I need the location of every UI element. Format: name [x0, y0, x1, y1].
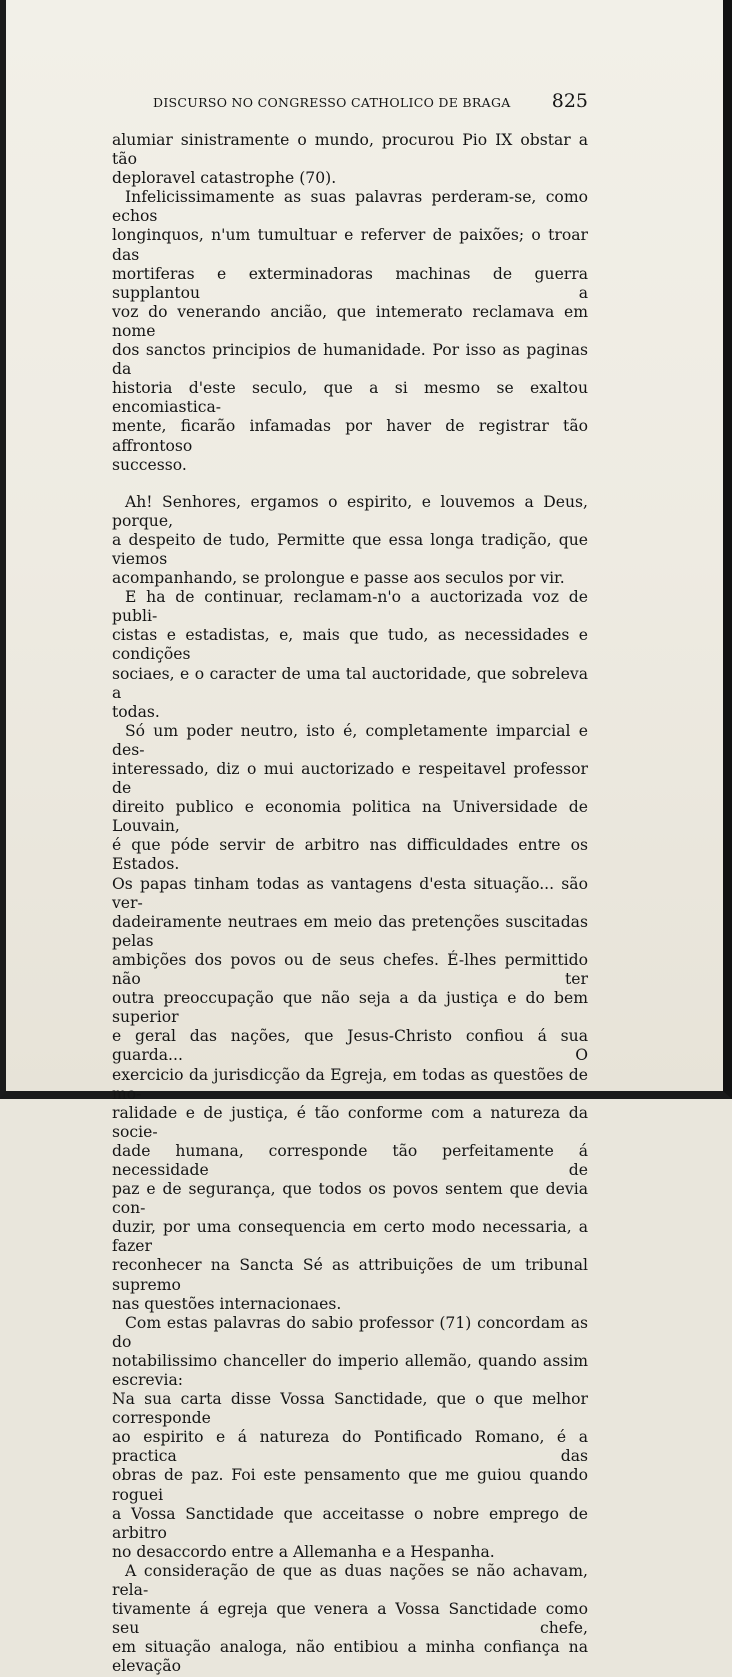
section-gap — [112, 475, 588, 493]
text-line: Com estas palavras do sabio professor (71) concordam as do — [112, 1313, 588, 1351]
text-line: nas questões internacionaes. — [112, 1294, 342, 1313]
text-line: ralidade e de justiça, é tão conforme com a natureza da socie- — [112, 1103, 588, 1141]
text-line: alumiar sinistramente o mundo, procurou Pio IX obstar a tão — [112, 131, 588, 169]
text-line: successo. — [112, 455, 187, 474]
text-line: mortiferas e exterminadoras machinas de guerra supplantou a — [112, 264, 588, 302]
text-line: direito publico e economia politica na Universidade de Louvain, — [112, 798, 588, 836]
text-line: ao espirito e á natureza do Pontificado Romano, é a practica das — [112, 1428, 588, 1466]
text-line: e geral das nações, que Jesus-Christo confiou á sua guarda... O — [112, 1027, 588, 1065]
text-line: acompanhando, se prolongue e passe aos seculos por vir. — [112, 569, 565, 588]
text-line: em situação analoga, não entibiou a minha confiança na elevação — [112, 1638, 588, 1676]
text-line: longinquos, n'um tumultuar e referver de paixões; o troar das — [112, 226, 588, 264]
text-line: no desaccordo entre a Allemanha e a Hespanha. — [112, 1542, 495, 1561]
text-line: A consideração de que as duas nações se não achavam, rela- — [112, 1561, 588, 1600]
text-line: obras de paz. Foi este pensamento que me guiou quando roguei — [112, 1466, 588, 1504]
text-line: Na sua carta disse Vossa Sanctidade, que o que melhor corresponde — [112, 1390, 588, 1428]
text-line: dadeiramente neutraes em meio das pretenções suscitadas pelas — [112, 912, 588, 950]
text-line: Infelicissimamente as suas palavras perderam-se, como echos — [112, 188, 588, 226]
text-line: ambições dos povos ou de seus chefes. É-lhes permittido não ter — [112, 950, 588, 989]
text-line: a Vossa Sanctidade que acceitasse o nobre emprego de arbitro — [112, 1504, 588, 1542]
text-line: Só um poder neutro, isto é, completamente imparcial e des- — [112, 721, 588, 759]
text-line: reconhecer na Sancta Sé as attribuições de um tribunal supremo — [112, 1256, 588, 1294]
text-line: mente, ficarão infamadas por haver de registrar tão affrontoso — [112, 417, 588, 455]
text-line: paz e de segurança, que todos os povos sentem que devia con- — [112, 1180, 588, 1218]
text-line: outra preoccupação que não seja a da justiça e do bem superior — [112, 989, 588, 1027]
page-header — [116, 92, 588, 116]
text-line: a despeito de tudo, Permitte que essa longa tradição, que viemos — [112, 530, 588, 568]
text-line: E ha de continuar, reclamam-n'o a auctorizada voz de publi- — [112, 588, 588, 626]
text-line: duzir, por uma consequencia em certo modo necessaria, a fazer — [112, 1218, 588, 1256]
text-line: dos sanctos principios de humanidade. Por isso as paginas da — [112, 341, 588, 379]
text-line: dade humana, corresponde tão perfeitamente á necessidade de — [112, 1141, 588, 1179]
text-line: todas. — [112, 702, 160, 721]
text-line: historia d'este seculo, que a si mesmo se exaltou encomiastica- — [112, 379, 588, 417]
text-line: Ah! Senhores, ergamos o espirito, e louvemos a Deus, porque, — [112, 492, 588, 530]
text-line: é que póde servir de arbitro nas difficuldades entre os Estados. — [112, 836, 588, 874]
text-line: sociaes, e o caracter de uma tal auctoridade, que sobreleva a — [112, 664, 588, 702]
body-text — [112, 131, 588, 1677]
text-line: tivamente á egreja que venera a Vossa Sanctidade como seu chefe, — [112, 1600, 588, 1638]
text-line: deploravel catastrophe (70). — [112, 169, 337, 188]
text-line: voz do venerando ancião, que intemerato reclamava em nome — [112, 302, 588, 340]
text-line: notabilissimo chanceller do imperio allemão, quando assim escrevia: — [112, 1351, 588, 1389]
text-line: exercicio da jurisdicção da Egreja, em todas as questões de mo- — [112, 1065, 588, 1103]
text-line: interessado, diz o mui auctorizado e respeitavel professor de — [112, 760, 588, 798]
text-line: cistas e estadistas, e, mais que tudo, as necessidades e condições — [112, 626, 588, 664]
page-number: 825 — [551, 90, 588, 112]
running-title: DISCURSO NO CONGRESSO CATHOLICO DE BRAGA — [153, 95, 511, 110]
text-line: Os papas tinham todas as vantagens d'esta situação... são ver- — [112, 874, 588, 912]
